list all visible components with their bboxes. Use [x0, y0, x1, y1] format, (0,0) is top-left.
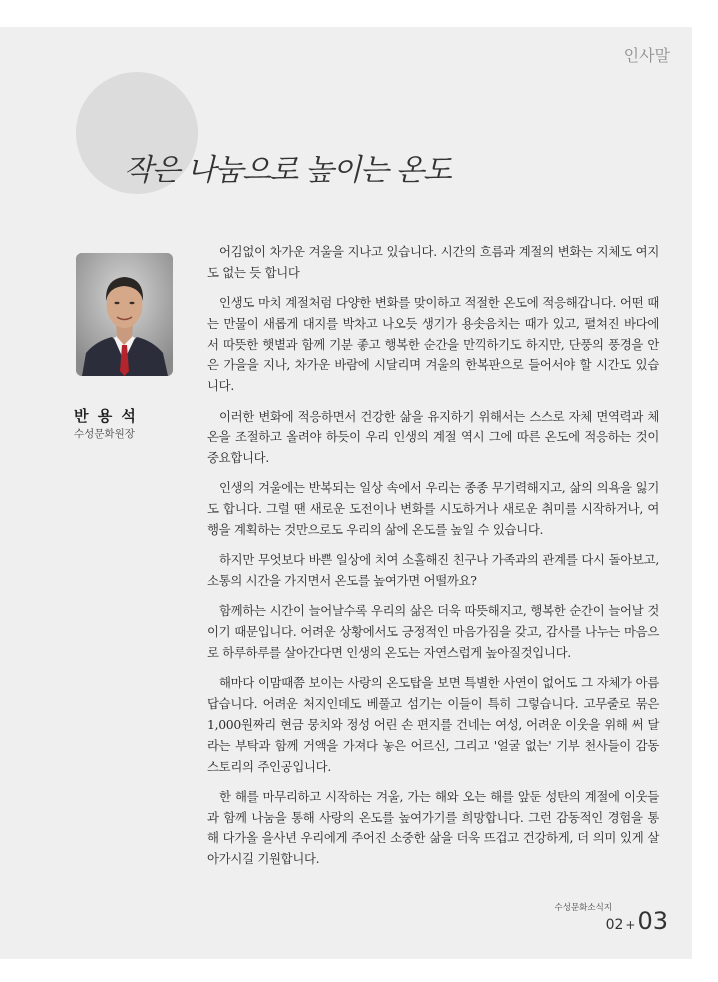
author-role: 수성문화원장 — [74, 428, 135, 440]
page-footer — [555, 901, 668, 935]
paragraph: 한 해를 마무리하고 시작하는 겨울, 가는 해와 오는 해를 앞둔 성탄의 계절에 이웃들과 함께 나눔을 통해 사랑의 온도를 높여가기를 희망합니다. 그런 감동적인 경험을 통해 다가올 을사년 우리에게 주어진 소중한 삶을 더욱 뜨겁고 건강하게, 더 의미 있게 살아가시길 기원합니다. — [207, 788, 660, 867]
article-body — [207, 242, 659, 880]
page — [0, 27, 692, 959]
paragraph: 이러한 변화에 적응하면서 건강한 삶을 유지하기 위해서는 스스로 자체 면역력과 체온을 조절하고 올려야 하듯이 우리 인생의 계절 역시 그에 따른 온도에 적응하는 것이 중요합니다. — [207, 408, 659, 466]
issue-number: 02 — [605, 917, 624, 933]
publication-name: 수성문화소식지 — [554, 903, 612, 913]
author-name: 반 용 석 — [74, 407, 138, 425]
paragraph: 하지만 무엇보다 바쁜 일상에 치여 소홀해진 친구나 가족과의 관계를 다시 돌아보고, 소통의 시간을 가지면서 온도를 높여가면 어떨까요? — [207, 552, 659, 589]
current-page-number: 03 — [637, 907, 668, 935]
paragraph: 인생의 겨울에는 반복되는 일상 속에서 우리는 종종 무기력해지고, 삶의 의욕을 잃기도 합니다. 그럴 땐 새로운 도전이나 변화를 시도하거나 새로운 취미를 시작하거나, 여행을 계획하는 것만으로도 우리의 삶에 온도를 높일 수 있습니다. — [207, 480, 659, 538]
paragraph: 인생도 마치 계절처럼 다양한 변화를 맞이하고 적절한 온도에 적응해갑니다. 어떤 때는 만물이 새롭게 대지를 박차고 나오듯 생기가 용솟음치는 때가 있고, 펼쳐진 바다에서 따뜻한 햇볕과 함께 기분 좋고 행복한 순간을 만끽하기도 하지만, 단풍의 풍경을 안은 가을을 지나, 차가운 바람에 시달리며 겨울의 한복판으로 들어서야 할 시간도 있습니다. — [207, 295, 659, 394]
paragraph: 함께하는 시간이 늘어날수록 우리의 삶은 더욱 따뜻해지고, 행복한 순간이 늘어날 것이기 때문입니다. 어려운 상황에서도 긍정적인 마음가짐을 갖고, 감사를 나누는 마음으로 하루하루를 살아간다면 인생의 온도는 자연스럽게 높아질것입니다. — [207, 603, 659, 661]
paragraph: 해마다 이맘때쯤 보이는 사랑의 온도탑을 보면 특별한 사연이 없어도 그 자체가 아름답습니다. 어려운 처지인데도 베풀고 섬기는 이들이 특히 그렇습니다. 고무줄로 묶은 1,000원짜리 현금 뭉치와 정성 어린 손 편지를 건네는 여성, 어려운 이웃을 위해 써 달라는 부탁과 함께 거액을 가져다 놓은 어르신, 그리고 '얼굴 없는' 기부 천사들이 감동 스토리의 주인공입니다. — [207, 675, 659, 774]
page-title: 작은 나눔으로 높이는 온도 — [124, 153, 451, 188]
author-photo — [76, 253, 173, 376]
page-separator: + — [625, 918, 636, 932]
section-label: 인사말 — [623, 46, 670, 65]
paragraph: 어김없이 차가운 겨울을 지나고 있습니다. 시간의 흐름과 계절의 변화는 지체도 여지도 없는 듯 합니다 — [207, 244, 659, 280]
